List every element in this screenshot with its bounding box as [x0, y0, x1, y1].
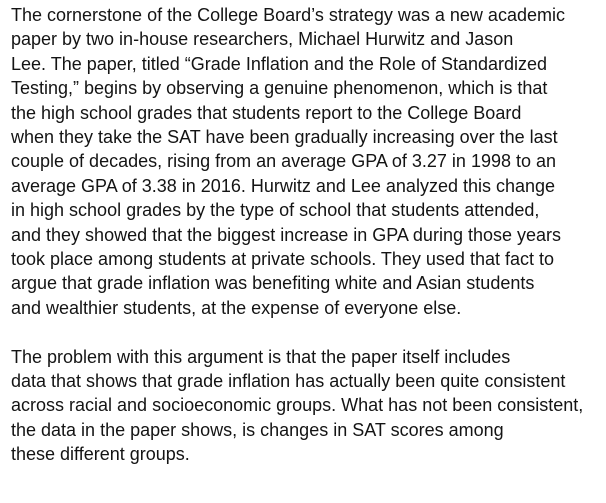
text-line: Testing,” begins by observing a genuine phenomenon, which is that — [11, 78, 548, 99]
text-line: the data in the paper shows, is changes in SAT scores among — [11, 419, 504, 440]
text-line: took place among students at private schools. They used that fact to — [11, 249, 554, 270]
paragraph-2 — [11, 345, 605, 467]
document-body — [11, 3, 605, 467]
text-line: in high school grades by the type of school that students attended, — [11, 200, 540, 221]
text-line: Lee. The paper, titled “Grade Inflation and the Role of Standardized — [11, 53, 548, 74]
text-line: these different groups. — [11, 444, 190, 465]
paragraph-spacer — [11, 320, 605, 344]
text-line: and they showed that the biggest increase in GPA during those years — [11, 224, 562, 245]
text-line: the high school grades that students report to the College Board — [11, 102, 522, 123]
text-line: The cornerstone of the College Board’s strategy was a new academic — [11, 5, 565, 25]
text-line: when they take the SAT have been gradually increasing over the last — [11, 127, 558, 148]
text-line: and wealthier students, at the expense of everyone else. — [11, 297, 462, 318]
text-line: data that shows that grade inflation has actually been quite consistent — [11, 371, 566, 392]
text-line: across racial and socioeconomic groups. What has not been consistent, — [11, 395, 584, 416]
text-line: paper by two in-house researchers, Michael Hurwitz and Jason — [11, 29, 514, 50]
text-line: average GPA of 3.38 in 2016. Hurwitz and Lee analyzed this change — [11, 175, 556, 196]
text-line: couple of decades, rising from an average GPA of 3.27 in 1998 to an — [11, 151, 557, 172]
paragraph-1 — [11, 3, 605, 320]
text-line: The problem with this argument is that the paper itself includes — [11, 346, 511, 367]
text-line: argue that grade inflation was benefiting white and Asian students — [11, 273, 535, 294]
